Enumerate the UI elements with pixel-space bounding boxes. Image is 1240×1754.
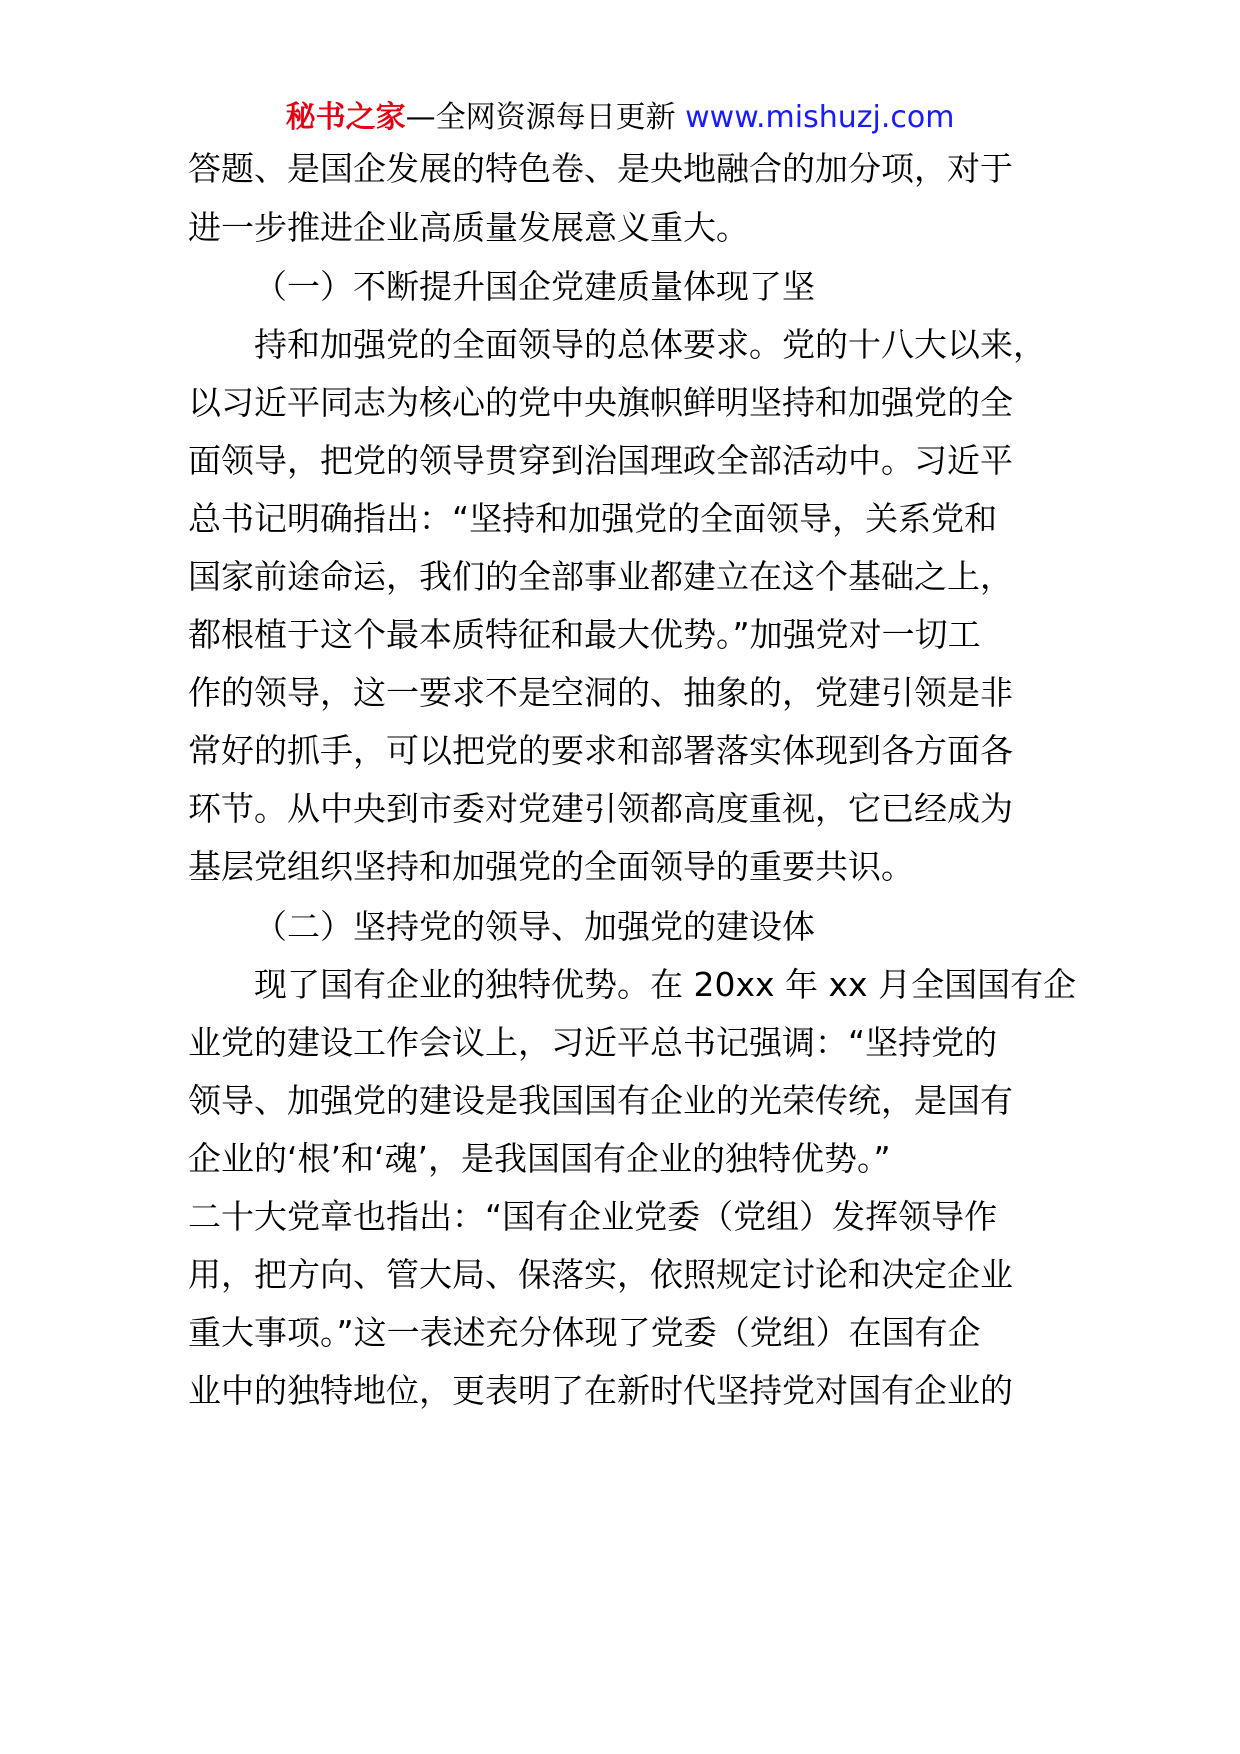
text-line: 业中的独特地位，更表明了在新时代坚持党对国有企业的: [188, 1371, 1013, 1410]
text-line: 进一步推进企业高质量发展意义重大。: [188, 208, 749, 247]
text-line: 持和加强党的全面领导的总体要求。党的十八大以来，: [254, 325, 1046, 364]
text-line: 重大事项。”这一表述充分体现了党委（党组）在国有企: [188, 1313, 981, 1352]
text-line: 都根植于这个最本质特征和最大优势。”加强党对一切工: [188, 615, 981, 654]
text-line: 作的领导，这一要求不是空洞的、抽象的，党建引领是非: [188, 673, 1013, 712]
text-line: 现了国有企业的独特优势。在 20xx 年 xx 月全国国有企: [254, 965, 1077, 1004]
brand-name: 秘书之家: [285, 100, 406, 135]
page-header: [0, 98, 1240, 138]
text-line: 国家前途命运，我们的全部事业都建立在这个基础之上，: [188, 557, 1013, 596]
text-line: 环节。从中央到市委对党建引领都高度重视，它已经成为: [188, 789, 1013, 828]
text-line: 二十大党章也指出：“国有企业党委（党组）发挥领导作: [188, 1197, 998, 1236]
section-heading: （一）不断提升国企党建质量体现了坚: [254, 267, 815, 306]
section-heading: （二）坚持党的领导、加强党的建设体: [254, 907, 815, 946]
text-line: 企业的‘根’和‘魂’，是我国国有企业的独特优势。”: [188, 1139, 891, 1178]
text-line: 总书记明确指出：“坚持和加强党的全面领导，关系党和: [188, 499, 998, 538]
text-line: 用，把方向、管大局、保落实，依照规定讨论和决定企业: [188, 1255, 1013, 1294]
text-line: 业党的建设工作会议上，习近平总书记强调：“坚持党的: [188, 1023, 998, 1062]
site-url[interactable]: www.mishuzj.com: [685, 100, 955, 135]
text-line: 基层党组织坚持和加强党的全面领导的重要共识。: [188, 847, 914, 886]
text-line: 常好的抓手，可以把党的要求和部署落实体现到各方面各: [188, 731, 1013, 770]
text-line: 领导、加强党的建设是我国国有企业的光荣传统，是国有: [188, 1081, 1013, 1120]
header-tagline: —全网资源每日更新: [405, 100, 676, 135]
text-line: 答题、是国企发展的特色卷、是央地融合的加分项，对于: [188, 149, 1013, 188]
text-line: 面领导，把党的领导贯穿到治国理政全部活动中。习近平: [188, 441, 1013, 480]
text-line: 以习近平同志为核心的党中央旗帜鲜明坚持和加强党的全: [188, 383, 1013, 422]
